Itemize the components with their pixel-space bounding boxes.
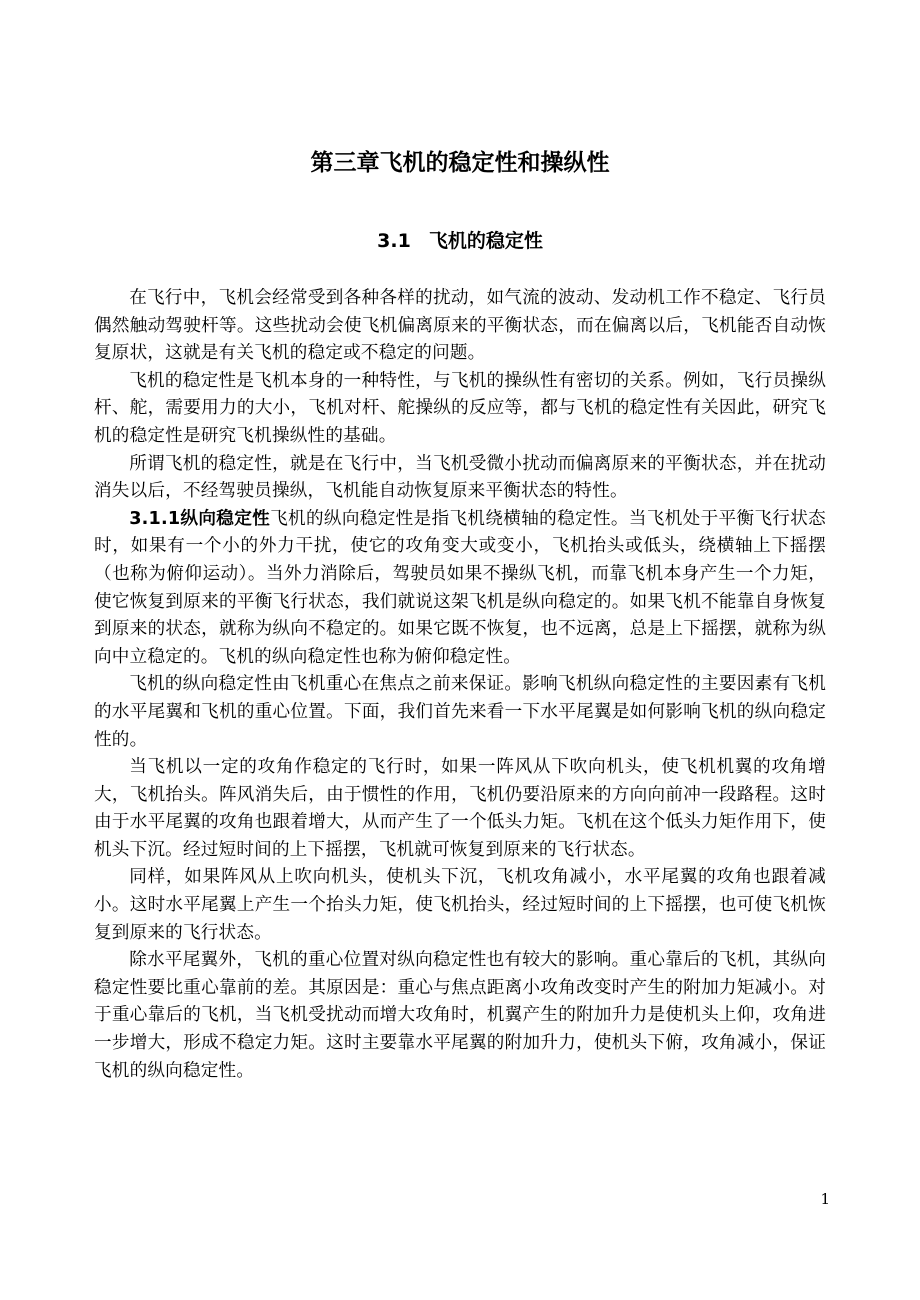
paragraph: 所谓飞机的稳定性，就是在飞行中，当飞机受微小扰动而偏离原来的平衡状态，并在扰动消失以后，不经驾驶员操纵，飞机能自动恢复原来平衡状态的特性。 (94, 453, 826, 502)
paragraph: 飞机的稳定性是飞机本身的一种特性，与飞机的操纵性有密切的关系。例如，飞行员操纵杆、舵，需要用力的大小，飞机对杆、舵操纵的反应等，都与飞机的稳定性有关因此，研究飞机的稳定性是研究飞机操纵性的基础。 (94, 370, 826, 446)
section-number: 3.1 (377, 230, 411, 252)
paragraph: 同样，如果阵风从上吹向机头，使机头下沉，飞机攻角减小，水平尾翼的攻角也跟着减小。这时水平尾翼上产生一个抬头力矩，使飞机抬头，经过短时间的上下摇摆，也可使飞机恢复到原来的飞行状态。 (94, 867, 826, 943)
paragraph: 飞机的纵向稳定性由飞机重心在焦点之前来保证。影响飞机纵向稳定性的主要因素有飞机的水平尾翼和飞机的重心位置。下面，我们首先来看一下水平尾翼是如何影响飞机的纵向稳定性的。 (94, 674, 826, 750)
section-title-text: 飞机的稳定性 (428, 230, 543, 252)
section-title (0, 226, 920, 256)
paragraph: 当飞机以一定的攻角作稳定的飞行时，如果一阵风从下吹向机头，使飞机机翼的攻角增大，飞机抬头。阵风消失后，由于惯性的作用，飞机仍要沿原来的方向向前冲一段路程。这时由于水平尾翼的攻角也跟着增大，从而产生了一个低头力矩。飞机在这个低头力矩作用下，使机头下沉。经过短时间的上下摇摆，飞机就可恢复到原来的飞行状态。 (94, 757, 826, 860)
paragraph: 在飞行中，飞机会经常受到各种各样的扰动，如气流的波动、发动机工作不稳定、飞行员偶然触动驾驶杆等。这些扰动会使飞机偏离原来的平衡状态，而在偏离以后，飞机能否自动恢复原状，这就是有关飞机的稳定或不稳定的问题。 (94, 288, 826, 364)
paragraph: 除水平尾翼外，飞机的重心位置对纵向稳定性也有较大的影响。重心靠后的飞机，其纵向稳定性要比重心靠前的差。其原因是：重心与焦点距离小攻角改变时产生的附加力矩减小。对于重心靠后的飞机，当飞机受扰动而增大攻角时，机翼产生的附加升力是使机头上仰，攻角进一步增大，形成不稳定力矩。这时主要靠水平尾翼的附加升力，使机头下俯，攻角减小，保证飞机的纵向稳定性。 (94, 950, 826, 1081)
subsection-number: 3.1.1 (129, 508, 181, 529)
subsection-text: 飞机的纵向稳定性是指飞机绕横轴的稳定性。当飞机处于平衡飞行状态时，如果有一个小的外力干扰，使它的攻角变大或变小，飞机抬头或低头，绕横轴上下摇摆（也称为俯仰运动）。当外力消除后，驾驶员如果不操纵飞机，而靠飞机本身产生一个力矩，使它恢复到原来的平衡飞行状态，我们就说这架飞机是纵向稳定的。如果飞机不能靠自身恢复到原来的状态，就称为纵向不稳定的。如果它既不恢复，也不远离，总是上下摇摆，就称为纵向中立稳定的。飞机的纵向稳定性也称为俯仰稳定性。 (94, 508, 826, 667)
chapter-title: 第三章飞机的稳定性和操纵性 (310, 150, 610, 176)
page-number: 1 (820, 1190, 830, 1208)
subsection-paragraph (94, 506, 826, 672)
body-text (94, 285, 826, 1085)
subsection-heading: 纵向稳定性 (180, 508, 271, 529)
